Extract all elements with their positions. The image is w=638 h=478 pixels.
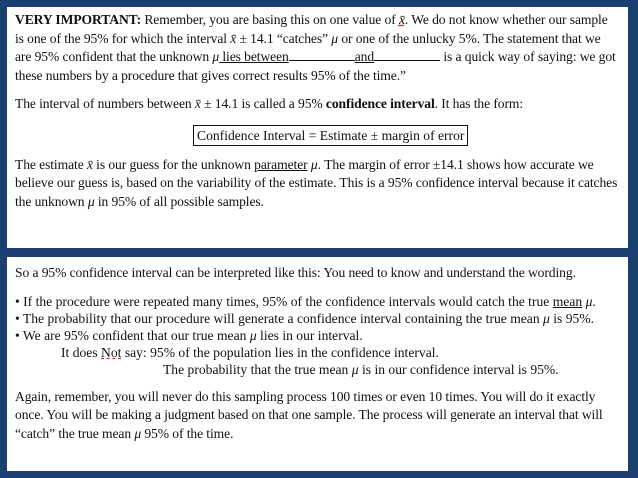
p3-text-d: in 95% of all possible samples.: [94, 193, 264, 209]
closing-paragraph: [15, 388, 619, 444]
p1-and: and: [354, 49, 375, 64]
bullet-item: [15, 327, 619, 344]
confidence-interval-term: confidence interval: [325, 96, 435, 111]
interval-paragraph: [15, 95, 619, 114]
p2-text-b: ± 14.1 is called a 95%: [200, 96, 326, 111]
p2-text-c: . It has the form:: [434, 96, 524, 111]
mu-symbol: μ: [351, 361, 359, 377]
formula-box: Confidence Interval = Estimate ± margin of error: [193, 125, 468, 146]
p1-lies-between: lies between: [219, 49, 289, 64]
closing-text: Again, remember, you will never do this sampling process 100 times or even 10 times. You will do it exactly once. You will be making a judgment based on that one sample. The process will generate an interval that will “catch” the true mean: [15, 388, 603, 441]
bullet-3-text: • We are 95% confident that our true mean: [15, 327, 250, 343]
bullet-1-text: • If the procedure were repeated many times, 95% of the confidence intervals would catch the true: [15, 293, 553, 309]
p3-text-b: is our guess for the unknown: [92, 156, 255, 172]
blank-2: [374, 49, 440, 61]
parameter-term: parameter: [254, 156, 308, 172]
bullet-2-end: is 95%.: [549, 310, 595, 326]
important-label: VERY IMPORTANT:: [15, 12, 142, 27]
mu-symbol: μ: [249, 327, 257, 343]
bullet-1-end: .: [592, 293, 596, 309]
p1-text-a: Remember, you are basing this on one value of: [141, 12, 399, 27]
not-say-prefix: It does: [61, 344, 102, 360]
bullet-item: [15, 293, 619, 310]
xbar-symbol: x̄: [230, 30, 237, 46]
p1-text-d: or one of the unlucky 5%. The statement that we are 95% confident that the unknown: [15, 30, 601, 64]
mu-symbol: μ: [585, 293, 593, 309]
mu-symbol: μ: [543, 310, 550, 326]
p1-text-e: is a quick way of saying: we got these numbers by a procedure that gives correct results 95% of the time.”: [15, 49, 616, 83]
bottom-panel: [7, 257, 628, 471]
xbar-symbol: x̄: [398, 12, 405, 27]
interpretation-intro: So a 95% confidence interval can be interpreted like this: You need to know and understand the wording.: [15, 265, 576, 280]
not-say-text: say: 95% of the population lies in the confidence interval.: [121, 344, 439, 360]
mean-term: mean: [552, 293, 583, 309]
not-say-line-2: [15, 361, 619, 378]
top-panel: [7, 7, 628, 248]
p2-text-a: The interval of numbers between: [15, 96, 195, 111]
not-say-2-end: is in our confidence interval is 95%.: [358, 361, 559, 377]
p3-text-a: The estimate: [15, 156, 87, 172]
mu-symbol: μ: [310, 156, 318, 172]
not-word: Not: [101, 344, 122, 360]
important-paragraph: [15, 11, 619, 85]
p1-text-b: . We do not know whether our sample is one of the 95% for which the interval: [15, 12, 608, 46]
not-say-line: [15, 344, 619, 361]
mu-symbol: μ: [87, 193, 95, 209]
estimate-paragraph: [15, 156, 619, 212]
bullet-item: [15, 310, 619, 327]
bullet-3-end: lies in our interval.: [256, 327, 363, 343]
p1-text-c: ± 14.1 “catches”: [236, 30, 332, 46]
closing-end: 95% of the time.: [141, 425, 234, 441]
xbar-symbol: x̄: [86, 156, 93, 172]
mu-symbol: μ: [331, 30, 339, 46]
blank-1: [289, 49, 355, 61]
not-say-2-text: The probability that the true mean: [163, 361, 352, 377]
xbar-symbol: x̄: [194, 96, 201, 111]
bullet-2-text: • The probability that our procedure will generate a confidence interval containing the true mean: [15, 310, 544, 326]
mu-symbol: μ: [134, 425, 142, 441]
mu-symbol: μ: [212, 49, 220, 64]
p3-text-c: . The margin of error ±14.1 shows how accurate we believe our guess is, based on the variability of the estimate. This is a 95% confidence interval because it catches the unknown: [15, 156, 618, 209]
